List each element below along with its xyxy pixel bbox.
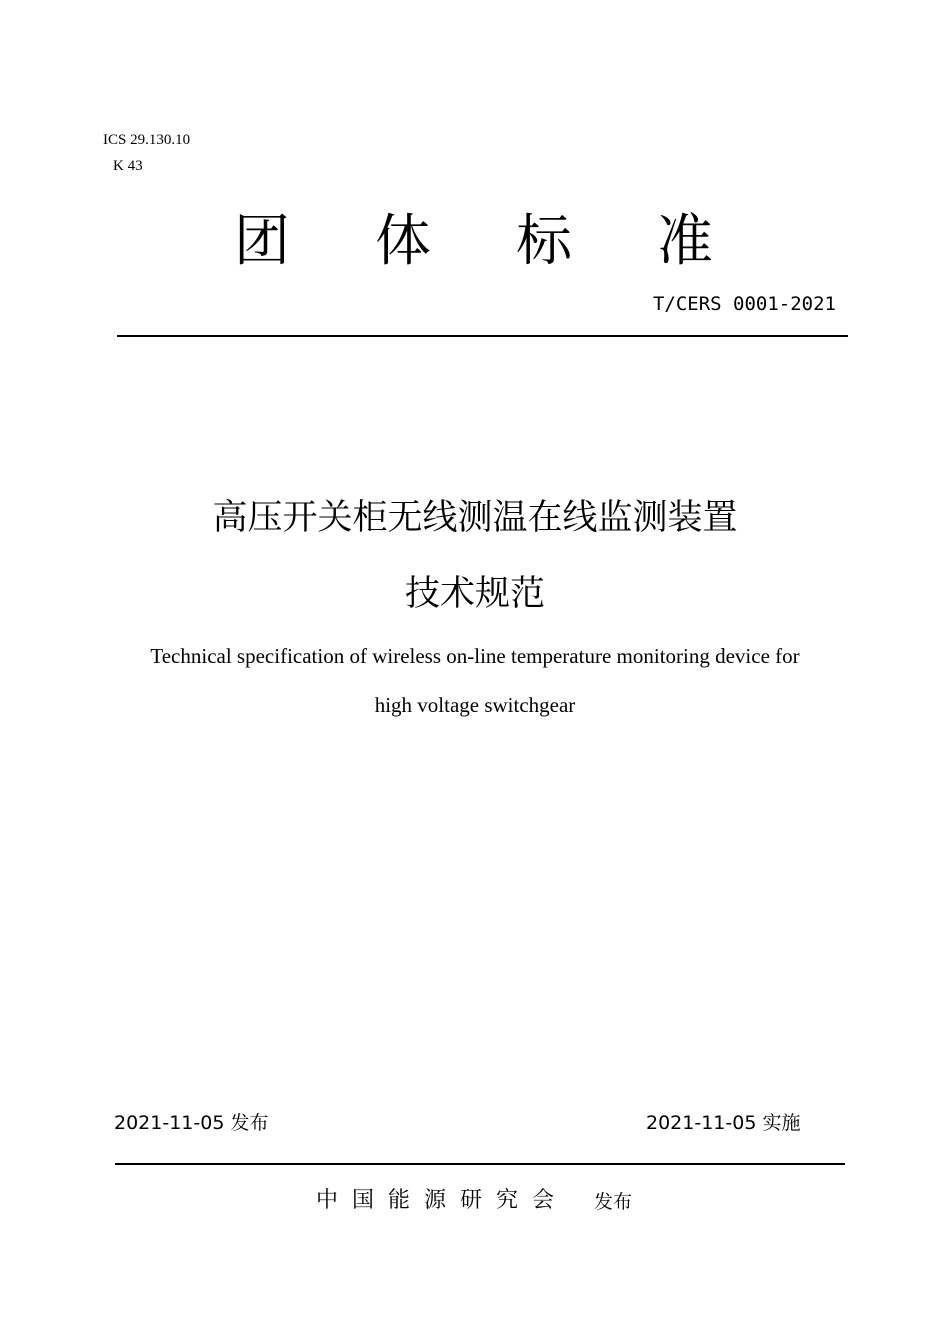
effective-date: 2021-11-05 实施	[646, 1112, 801, 1134]
title-chinese-line1: 高压开关柜无线测温在线监测装置	[212, 498, 738, 538]
title-chinese-line2: 技术规范	[404, 574, 545, 614]
ccs-code: K 43	[113, 158, 143, 174]
title-english-line1: Technical specification of wireless on-line temperature monitoring device for	[150, 644, 800, 668]
issuer-suffix: 发布	[594, 1191, 633, 1213]
standard-type-heading: 团体标准	[234, 209, 798, 274]
issuer-name: 中国能源研究会	[316, 1188, 569, 1213]
ics-code: ICS 29.130.10	[103, 132, 191, 148]
standard-number: T/CERS 0001-2021	[652, 293, 836, 315]
publish-date: 2021-11-05 发布	[114, 1112, 269, 1134]
bottom-divider	[115, 1163, 845, 1165]
top-divider	[117, 335, 848, 337]
title-english-line2: high voltage switchgear	[374, 693, 576, 717]
